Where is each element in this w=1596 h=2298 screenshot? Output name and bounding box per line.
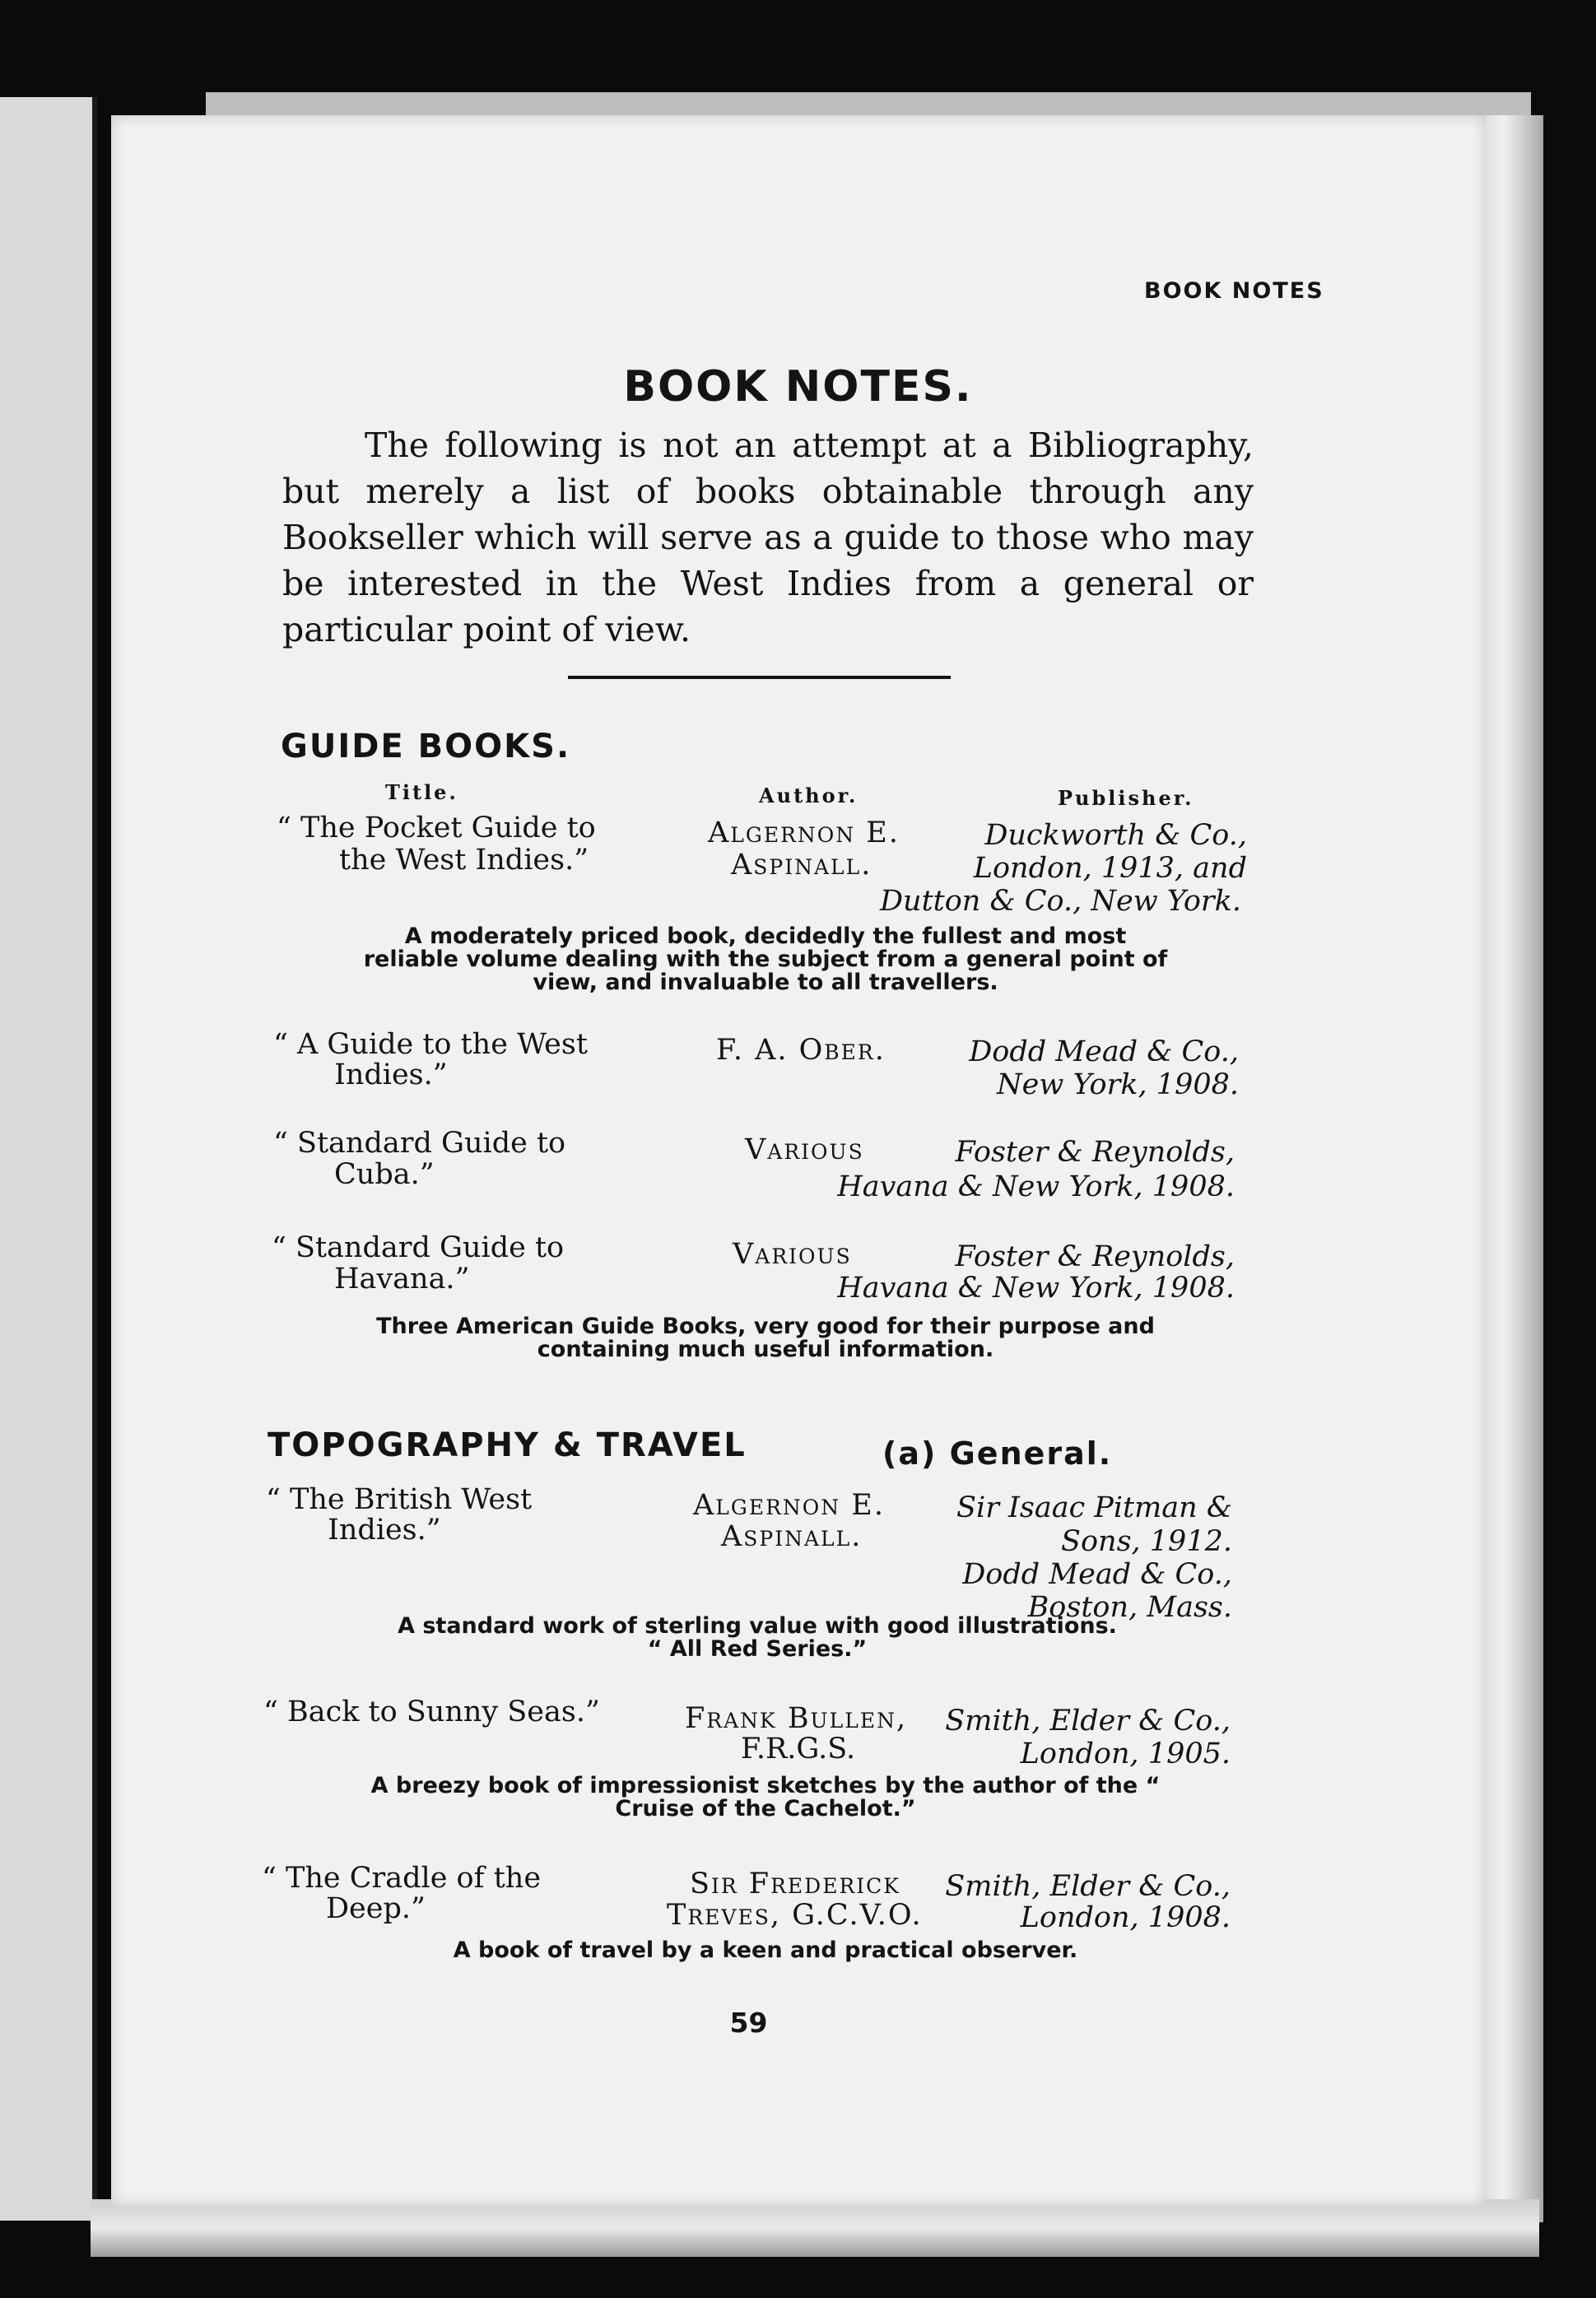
topography-subheading: (a) General. [882,1435,1113,1472]
entry-author: Various [745,1133,864,1166]
page-number: 59 [729,2007,768,2039]
entry-publisher: London, 1908. [1020,1901,1231,1934]
intro-paragraph: The following is not an attempt at a Bibliography, but merely a list of books obtainable through any Bookseller which will serve as a guide to those who may be interested in the West Indies from a general or particular point of view. [282,426,1254,649]
entry-title: Deep.” [326,1892,426,1925]
entry-title: Indies.” [328,1514,441,1547]
entry-note: A book of travel by a keen and practical observer. [453,1937,1078,1963]
entry-title: Havana.” [334,1263,470,1296]
column-header-title: Title. [385,780,458,804]
entry-publisher: Foster & Reynolds, [955,1136,1235,1169]
entry-publisher: Sons, 1912. [1060,1525,1232,1558]
entry-author: Various [733,1238,852,1271]
left-facing-page-edge [0,97,97,2221]
entry-title: “ The British West [266,1483,533,1516]
entry-publisher: Foster & Reynolds, [955,1240,1235,1273]
entry-publisher: Boston, Mass. [1027,1591,1232,1624]
entry-note: A moderately priced book, decidedly the fullest and most reliable volume dealing with the subject from a general point of view, and invaluable to all travellers. [363,923,1168,995]
entry-publisher: Sir Isaac Pitman & [956,1491,1232,1524]
entry-title: “ Standard Guide to [273,1127,566,1160]
entry-note: Three American Guide Books, very good for their purpose and containing much useful information. [376,1314,1155,1362]
right-page-edge [1477,115,1543,2222]
entry-author: Aspinall. [721,1520,863,1553]
entry-publisher: Dutton & Co., New York. [880,885,1241,918]
entry-author: Frank Bullen, [685,1702,908,1735]
entry-publisher: Smith, Elder & Co., [945,1870,1231,1903]
entry-publisher: Havana & New York, 1908. [837,1170,1235,1203]
entry-title: “ A Guide to the West [273,1028,588,1061]
entry-author: F.R.G.S. [741,1733,856,1765]
entry-publisher: Dodd Mead & Co., [962,1558,1232,1591]
entry-author: Algernon E. [708,816,900,849]
entry-author: Sir Frederick [690,1868,900,1900]
section-divider-rule [568,676,951,679]
entry-title: “ The Pocket Guide to [277,812,596,844]
top-page-edge [206,92,1531,117]
guide-books-heading: GUIDE BOOKS. [281,728,571,765]
entry-publisher: Duckworth & Co., [984,819,1247,852]
column-header-author: Author. [759,784,858,807]
column-header-publisher: Publisher. [1058,786,1194,810]
entry-publisher: Dodd Mead & Co., [969,1035,1239,1068]
entry-author: Algernon E. [693,1489,885,1522]
topography-heading: TOPOGRAPHY & TRAVEL [268,1426,747,1464]
entry-title: “ Back to Sunny Seas.” [263,1696,600,1728]
entry-author: Treves, G.C.V.O. [667,1899,923,1932]
entry-title: Cuba.” [334,1158,435,1191]
bottom-page-edge [91,2199,1539,2257]
entry-title: “ The Cradle of the [262,1862,542,1895]
entry-publisher: London, 1905. [1020,1737,1231,1770]
entry-author: F. A. Ober. [716,1034,886,1067]
entry-title: the West Indies.” [339,844,589,877]
entry-title: “ Standard Guide to [272,1231,565,1264]
entry-publisher: New York, 1908. [997,1068,1239,1101]
entry-publisher: London, 1913, and [973,852,1247,885]
entry-author: Aspinall. [731,849,872,882]
page-title: BOOK NOTES. [623,362,973,412]
entry-publisher: Smith, Elder & Co., [945,1705,1231,1737]
entry-note: A breezy book of impressionist sketches by the author of the “ Cruise of the Cachelot.” [370,1773,1161,1821]
entry-note: A standard work of sterling value with good illustrations. “ All Red Series.” [398,1613,1117,1662]
entry-publisher: Havana & New York, 1908. [837,1272,1235,1305]
running-head: BOOK NOTES [1144,278,1324,304]
entry-title: Indies.” [334,1058,448,1091]
